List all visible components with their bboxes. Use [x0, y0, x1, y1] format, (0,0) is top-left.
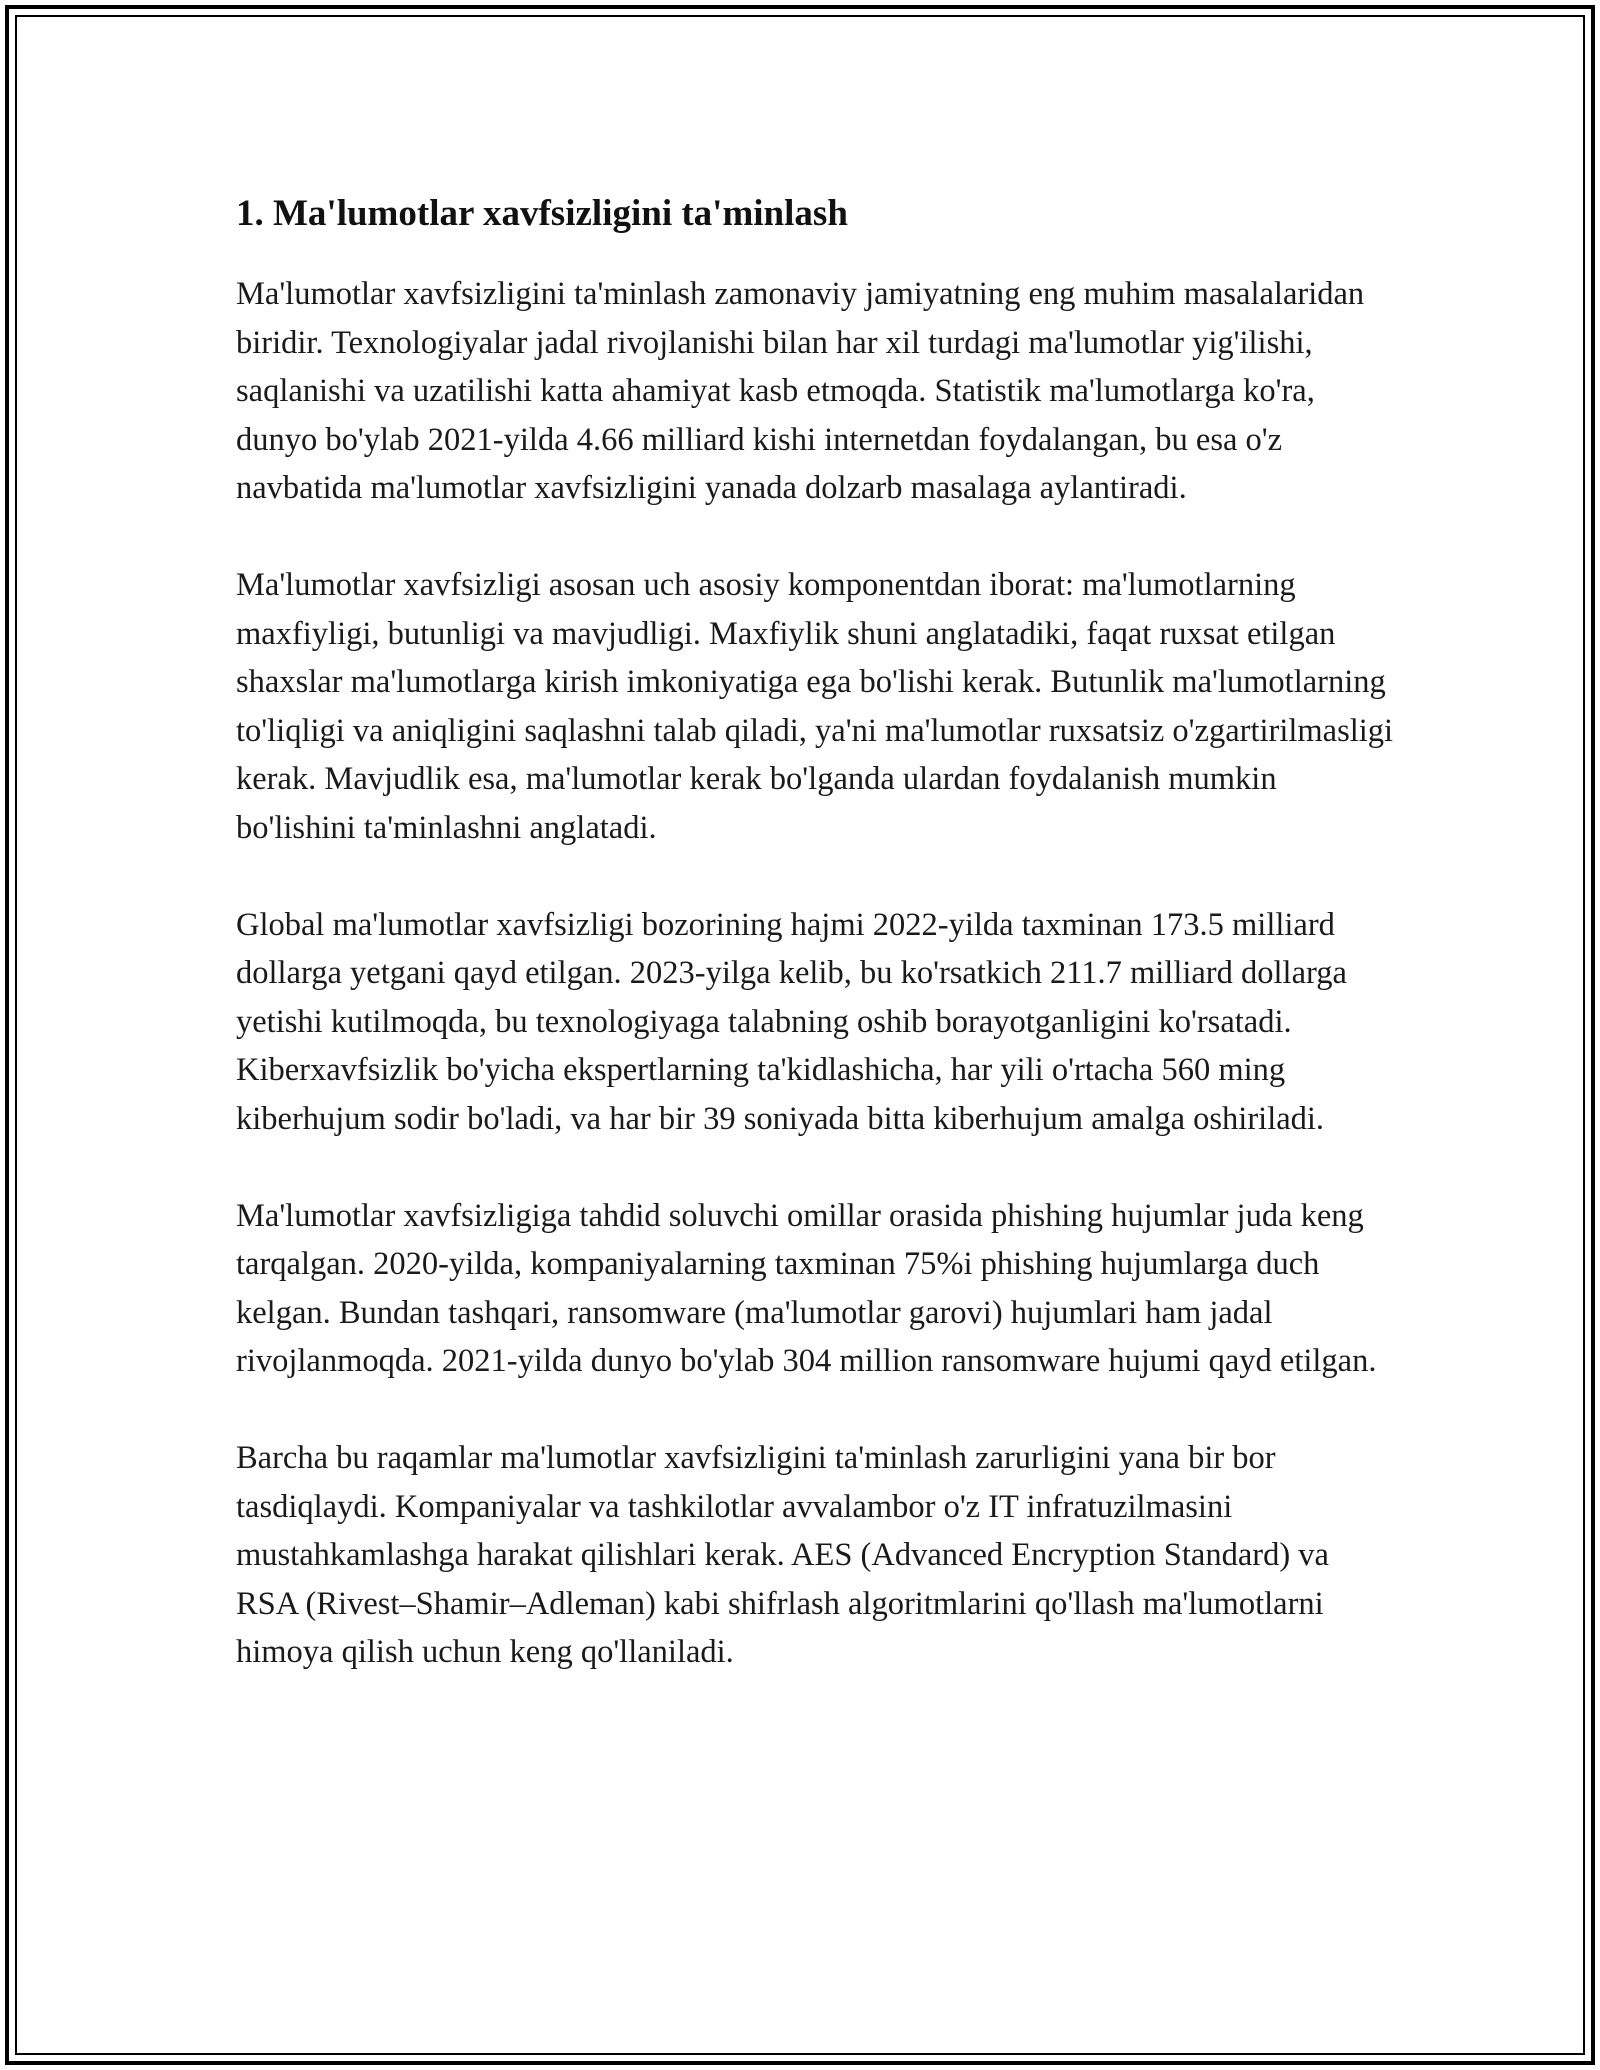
- paragraph-4: Ma'lumotlar xavfsizligiga tahdid soluvchi omillar orasida phishing hujumlar juda keng tarqalgan. 2020-yilda, kompaniyalarning taxminan 75%i phishing hujumlarga duch kelgan. Bundan tashqari, ransomware (ma'lumotlar garovi) hujumlari ham jadal rivojlanmoqda. 2021-yilda dunyo bo'ylab 304 million ransomware hujumi qayd etilgan.: [236, 1197, 1377, 1379]
- paragraph-3: Global ma'lumotlar xavfsizligi bozorining hajmi 2022-yilda taxminan 173.5 milliard dollarga yetgani qayd etilgan. 2023-yilga kelib, bu ko'rsatkich 211.7 milliard dollarga yetishi kutilmoqda, bu texnologiyaga talabning oshib borayotganligini ko'rsatadi. Kiberxavfsizlik bo'yicha ekspertlarning ta'kidlashicha, har yili o'rtacha 560 ming kiberhujum sodir bo'ladi, va har bir 39 soniyada bitta kiberhujum amalga oshiriladi.: [236, 906, 1347, 1137]
- section-heading: 1. Ma'lumotlar xavfsizligini ta'minlash: [236, 193, 848, 234]
- paragraph-1: Ma'lumotlar xavfsizligini ta'minlash zamonaviy jamiyatning eng muhim masalalaridan biridir. Texnologiyalar jadal rivojlanishi bilan har xil turdagi ma'lumotlar yig'ilishi, saqlanishi va uzatilishi katta ahamiyat kasb etmoqda. Statistik ma'lumotlarga ko'ra, dunyo bo'ylab 2021-yilda 4.66 milliard kishi internetdan foydalangan, bu esa o'z navbatida ma'lumotlar xavfsizligini yanada dolzarb masalaga aylantiradi.: [236, 276, 1365, 506]
- paragraph-5: Barcha bu raqamlar ma'lumotlar xavfsizligini ta'minlash zarurligini yana bir bor tasdiqlaydi. Kompaniyalar va tashkilotlar avvalambor o'z IT infratuzilmasini mustahkamlashga harakat qilishlari kerak. AES (Advanced Encryption Standard) va RSA (Rivest–Shamir–Adleman) kabi shifrlash algoritmlarini qo'llash ma'lumotlarni himoya qilish uchun keng qo'llaniladi.: [236, 1440, 1329, 1670]
- document-body: [236, 186, 1396, 1725]
- paragraph-2: Ma'lumotlar xavfsizligi asosan uch asosiy komponentdan iborat: ma'lumotlarning maxfiyligi, butunligi va mavjudligi. Maxfiylik shuni anglatadiki, faqat ruxsat etilgan shaxslar ma'lumotlarga kirish imkoniyatiga ega bo'lishi kerak. Butunlik ma'lumotlarning to'liqligi va aniqligini saqlashni talab qiladi, ya'ni ma'lumotlar ruxsatsiz o'zgartirilmasligi kerak. Mavjudlik esa, ma'lumotlar kerak bo'lganda ulardan foydalanish mumkin bo'lishini ta'minlashni anglatadi.: [236, 567, 1394, 846]
